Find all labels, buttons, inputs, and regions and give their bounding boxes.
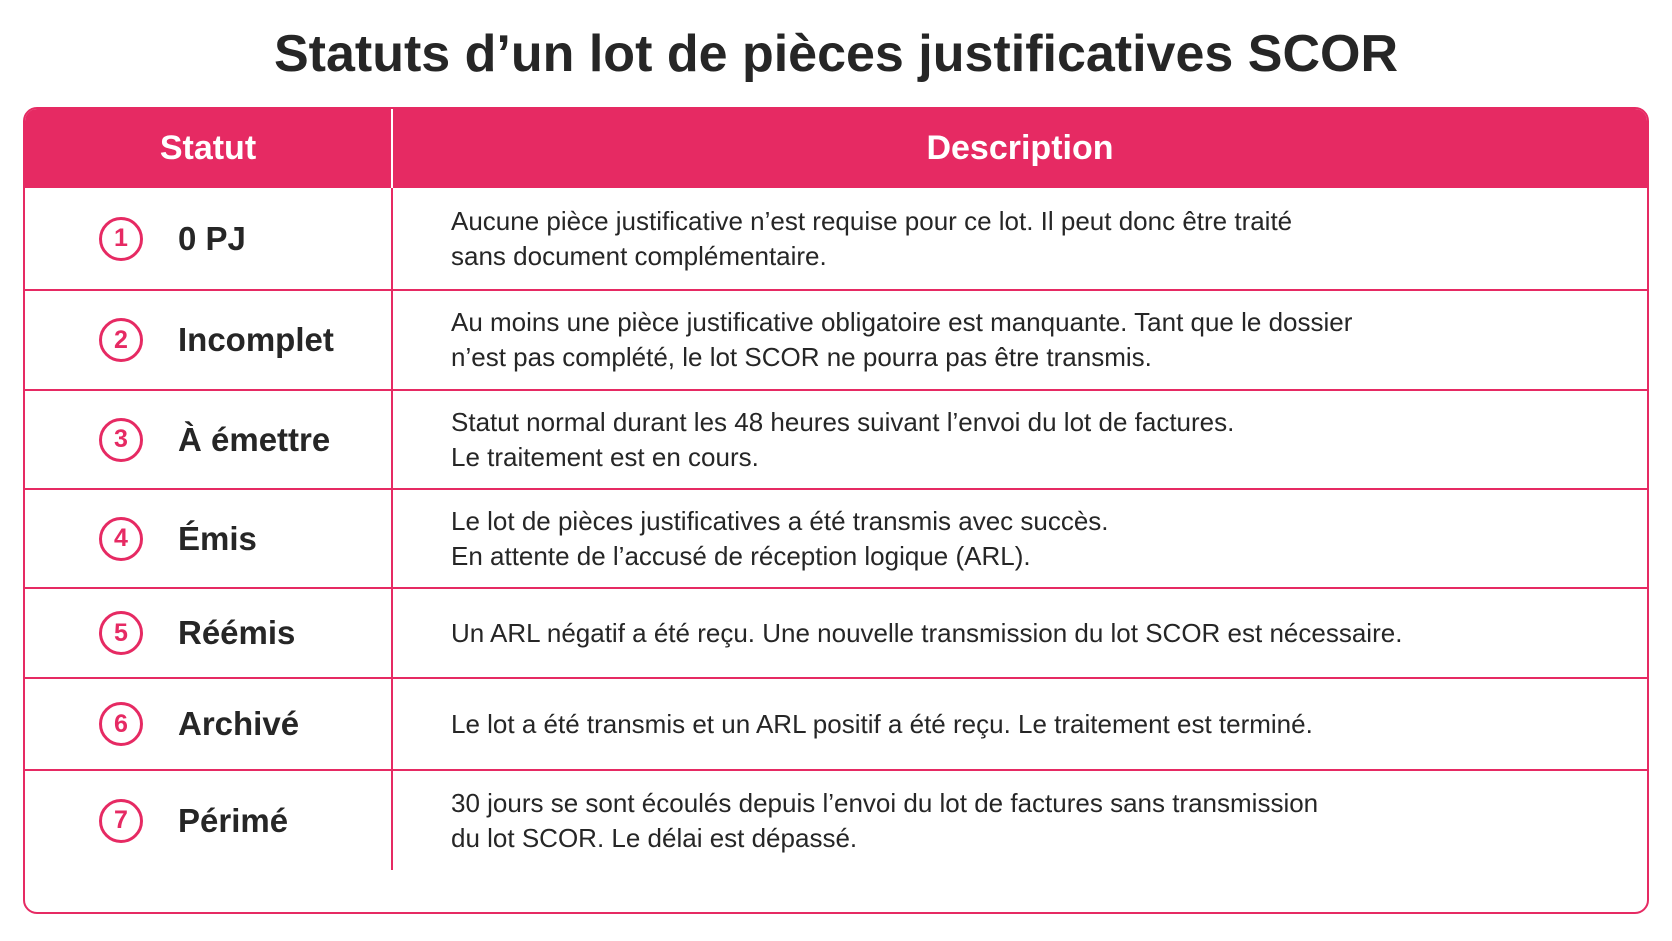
number-badge: 6 bbox=[99, 702, 143, 746]
status-cell bbox=[25, 188, 393, 289]
header-description: Description bbox=[926, 129, 1114, 167]
status-label: Périmé bbox=[178, 801, 289, 839]
description-line: Le traitement est en cours. bbox=[451, 441, 759, 472]
description-line: sans document complémentaire. bbox=[451, 240, 827, 271]
number-badge: 5 bbox=[99, 611, 143, 655]
status-cell bbox=[25, 490, 393, 587]
description-cell bbox=[393, 490, 1647, 587]
description-cell bbox=[393, 391, 1647, 488]
status-cell bbox=[25, 291, 393, 389]
number-badge: 2 bbox=[99, 318, 143, 362]
status-label: À émettre bbox=[178, 420, 331, 458]
table-row bbox=[25, 677, 1647, 769]
description-line: En attente de l’accusé de réception logique (ARL). bbox=[451, 540, 1031, 571]
description-line: Le lot a été transmis et un ARL positif a été reçu. Le traitement est terminé. bbox=[451, 708, 1313, 739]
description-line: Aucune pièce justificative n’est requise pour ce lot. Il peut donc être traité bbox=[451, 205, 1293, 236]
description-line: Statut normal durant les 48 heures suivant l’envoi du lot de factures. bbox=[451, 406, 1235, 437]
status-table bbox=[23, 107, 1649, 914]
description-cell bbox=[393, 589, 1647, 677]
number-badge: 1 bbox=[99, 217, 143, 261]
description-line: du lot SCOR. Le délai est dépassé. bbox=[451, 822, 858, 853]
description-cell bbox=[393, 679, 1647, 769]
page-title: Statuts d’un lot de pièces justificatives SCOR bbox=[273, 25, 1399, 83]
number-badge: 3 bbox=[99, 418, 143, 462]
description-line: n’est pas complété, le lot SCOR ne pourra pas être transmis. bbox=[451, 342, 1152, 372]
description-line: Le lot de pièces justificatives a été transmis avec succès. bbox=[451, 505, 1109, 536]
description-cell bbox=[393, 188, 1647, 289]
status-label: 0 PJ bbox=[178, 219, 246, 257]
description-cell bbox=[393, 771, 1647, 870]
number-badge: 4 bbox=[99, 517, 143, 561]
table-row bbox=[25, 188, 1647, 289]
table-header bbox=[25, 109, 1647, 188]
status-label: Émis bbox=[178, 519, 257, 557]
table-row bbox=[25, 587, 1647, 677]
table-row bbox=[25, 769, 1647, 870]
description-line: 30 jours se sont écoulés depuis l’envoi du lot de factures sans transmission bbox=[451, 787, 1319, 818]
status-cell bbox=[25, 589, 393, 677]
status-cell bbox=[25, 391, 393, 488]
status-cell bbox=[25, 771, 393, 870]
number-badge: 7 bbox=[99, 799, 143, 843]
status-cell bbox=[25, 679, 393, 769]
table-row bbox=[25, 389, 1647, 488]
description-line: Un ARL négatif a été reçu. Une nouvelle transmission du lot SCOR est nécessaire. bbox=[451, 617, 1403, 648]
table-body bbox=[25, 188, 1647, 870]
description-cell bbox=[393, 291, 1647, 389]
status-label: Incomplet bbox=[178, 321, 334, 358]
status-label: Archivé bbox=[178, 705, 300, 742]
table-row bbox=[25, 289, 1647, 389]
table-row bbox=[25, 488, 1647, 587]
status-label: Réémis bbox=[178, 614, 296, 651]
description-line: Au moins une pièce justificative obligatoire est manquante. Tant que le dossier bbox=[451, 307, 1353, 337]
header-status: Statut bbox=[25, 109, 393, 188]
